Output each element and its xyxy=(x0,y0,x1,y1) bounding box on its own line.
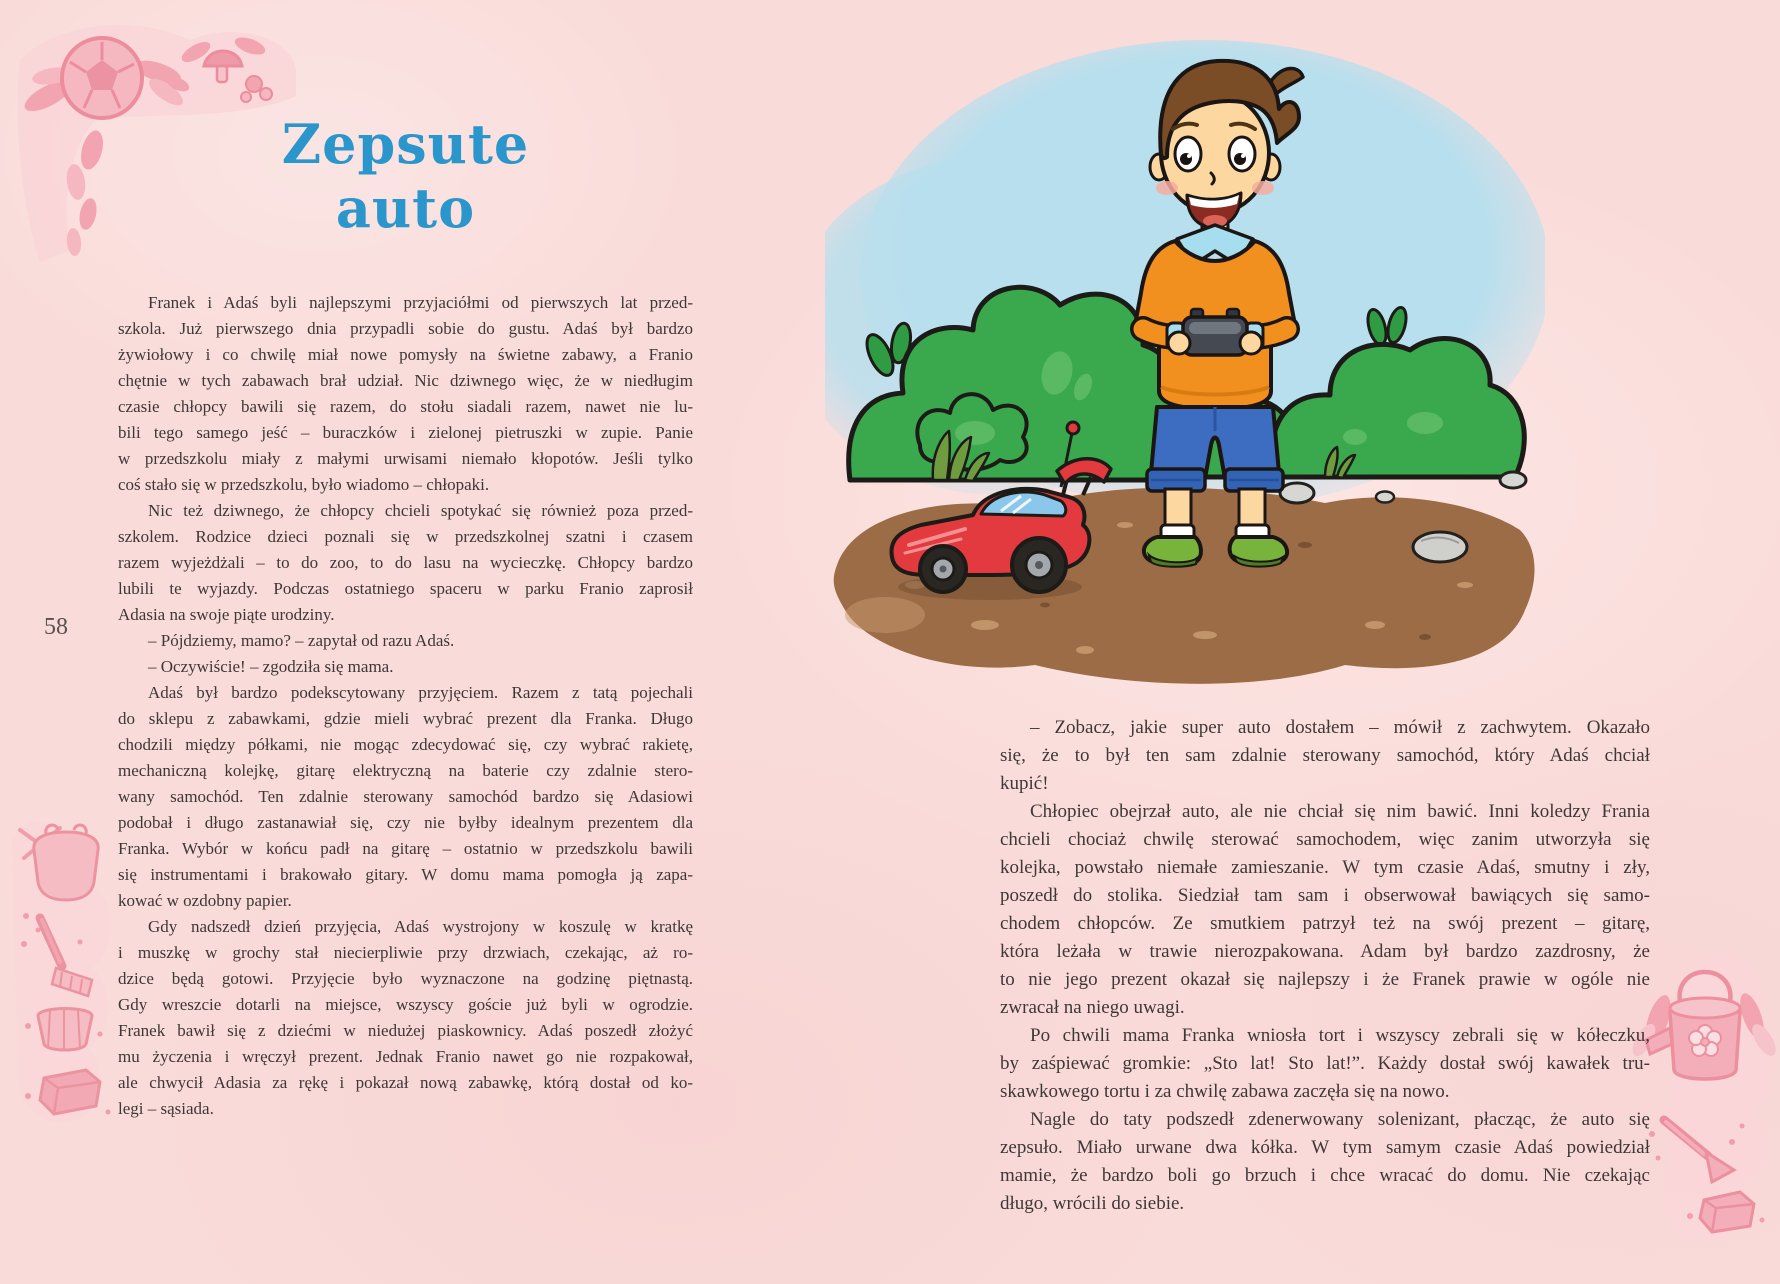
text-line: kolejka, powstało niemałe zamieszanie. W tym czasie Adaś, smutny i zły, xyxy=(1000,857,1650,878)
text-line: to nie jego prezent okazał się najlepszy i że Franek prawie w ogóle nie xyxy=(1000,969,1650,990)
text-line: Franek i Adaś byli najlepszymi przyjaciółmi od pierwszych lat przed- xyxy=(148,293,693,312)
boy-leg xyxy=(1239,489,1265,529)
text-line: i muszkę w grochy stał niecierpliwie przy drzwiach, czekając, aż ro- xyxy=(118,943,693,962)
text-line: wany samochód. Ten zdalnie sterowany samochód bardzo się Adasiowi xyxy=(118,787,693,806)
text-line: do sklepu z zabawkami, gdzie mieli wybrać prezent dla Franka. Długo xyxy=(118,709,693,728)
remote-control xyxy=(1183,309,1247,355)
text-line: coś stało się w przedszkolu, było wiadomo – chłopaki. xyxy=(118,475,490,494)
text-line: mu życzenia i wręczył prezent. Jednak Franio nawet go nie rozpakował, xyxy=(118,1047,693,1066)
text-line: mechaniczną kolejkę, gitarę elektryczną na baterie czy zdalnie stero- xyxy=(118,761,693,780)
story-title xyxy=(118,112,693,240)
text-line: szkolem. Rodzice dzieci poznali się w przedszkolnej szatni i czasem xyxy=(118,527,693,546)
paragraph xyxy=(1000,1022,1650,1106)
text-line: się, że to był ten sam zdalnie sterowany samochód, który Adaś chciał xyxy=(1000,745,1650,766)
paragraph xyxy=(1000,798,1650,1022)
text-line: Chłopiec obejrzał auto, ale nie chciał się nim bawić. Inni koledzy Frania xyxy=(1030,801,1650,822)
boy-leg xyxy=(1165,489,1191,529)
text-line: by zaśpiewać gromkie: „Sto lat! Sto lat!”. Każdy dostał swój kawałek tru- xyxy=(1000,1053,1650,1074)
text-line: Franka. Wybór w końcu padł na gitarę – ostatnio w przedszkolu bawili xyxy=(118,839,693,858)
text-line: mamie, że bardzo boli go brzuch i chce wracać do domu. Nie czekając xyxy=(1000,1165,1650,1186)
boy-blush xyxy=(1156,181,1178,195)
text-line: poszedł do stolika. Siedział tam sam i obserwował bawiących się samo- xyxy=(1000,885,1650,906)
text-line: chodzili między półkami, nie mogąc zdecydować się, czy wybrać rakietę, xyxy=(118,735,693,754)
paragraph xyxy=(118,680,693,914)
text-line: szkola. Już pierwszego dnia przypadli sobie do gustu. Adaś był bardzo xyxy=(118,319,693,338)
text-line: się instrumentami i brakowało gitary. W domu mama pomogła ją zapa- xyxy=(118,865,693,884)
text-line: Gdy nadszedł dzień przyjęcia, Adaś wystrojony w koszulę w kratkę xyxy=(148,917,693,936)
text-line: Adaś był bardzo podekscytowany przyjęciem. Razem z tatą pojechali xyxy=(148,683,693,702)
text-line: Franek bawił się z dziećmi w niedużej piaskownicy. Adaś poszedł złożyć xyxy=(118,1021,693,1040)
text-line: zepsuło. Miało urwane dwa kółka. W tym samym czasie Adaś powiedział xyxy=(1000,1137,1650,1158)
text-line: legi – sąsiada. xyxy=(118,1099,214,1118)
story-title-line1: Zepsute xyxy=(281,112,530,176)
text-line: – Zobacz, jakie super auto dostałem – mówił z zachwytem. Okazało xyxy=(1030,717,1650,738)
text-line: Nagle do taty podszedł zdenerwowany solenizant, płacząc, że auto się xyxy=(1030,1109,1650,1130)
text-line: – Pójdziemy, mamo? – zapytał od razu Adaś. xyxy=(148,631,455,650)
right-page-text xyxy=(1000,714,1650,1218)
text-line: w przedszkolu miały z małymi urwisami niemało kłopotów. Jeśli tylko xyxy=(118,449,693,468)
boy-hand xyxy=(1240,332,1262,354)
text-line: Po chwili mama Franka wniosła tort i wszyscy zebrali się w kółeczku, xyxy=(1030,1025,1650,1046)
paragraph xyxy=(118,914,693,1122)
text-line: chcieli chociaż chwilę sterować samochodem, więc zanim utworzyła się xyxy=(1000,829,1650,850)
text-line: zwracał na niego uwagi. xyxy=(1000,997,1185,1018)
left-page-text xyxy=(118,290,693,1122)
text-line: chodem chłopców. Ze smutkiem patrzył też na swój prezent – gitarę, xyxy=(1000,913,1650,934)
paragraph xyxy=(118,654,693,680)
text-line: – Oczywiście! – zgodziła się mama. xyxy=(148,657,394,676)
text-line: lubili te wyjazdy. Podczas ostatniego spaceru w parku Franio zaprosił xyxy=(118,579,693,598)
paragraph xyxy=(1000,1106,1650,1218)
text-line: skawkowego tortu i za chwilę zabawa zaczęła się na nowo. xyxy=(1000,1081,1450,1102)
text-line: ale chwycił Adasia za rękę i pokazał nową zabawkę, którą dostał od ko- xyxy=(118,1073,693,1092)
paragraph xyxy=(118,498,693,628)
text-line: chętnie w tych zabawach brał udział. Nic dziwnego więc, że w niedługim xyxy=(118,371,693,390)
text-line: która leżała w trawie nierozpakowana. Adam był bardzo zazdrosny, że xyxy=(1000,941,1650,962)
text-line: Adasia na swoje piąte urodziny. xyxy=(118,605,335,624)
text-line: Gdy wreszcie dotarli na miejsce, wszyscy goście już byli w ogrodzie. xyxy=(118,995,693,1014)
story-illustration xyxy=(825,25,1545,685)
text-line: żywiołowy i co chwilę miał nowe pomysły na świetne zabawy, a Franio xyxy=(118,345,693,364)
paragraph xyxy=(118,628,693,654)
text-line: czasie chłopcy bawili się razem, do stołu siadali razem, nawet nie lu- xyxy=(118,397,693,416)
page-number: 58 xyxy=(44,614,68,640)
story-title-line2: auto xyxy=(335,176,476,240)
paragraph xyxy=(1000,714,1650,798)
text-line: bili tego samego jeść – buraczków i zielonej pietruszki w zupie. Panie xyxy=(118,423,693,442)
text-line: kować w ozdobny papier. xyxy=(118,891,292,910)
text-line: podobał i długo zastanawiał się, czy nie byłby idealnym prezentem dla xyxy=(118,813,693,832)
text-line: Nic też dziwnego, że chłopcy chcieli spotykać się również poza przed- xyxy=(148,501,693,520)
boy-blush xyxy=(1252,181,1274,195)
text-line: razem wyjeżdżali – to do zoo, to do lasu na wycieczkę. Chłopcy bardzo xyxy=(118,553,693,572)
paragraph xyxy=(118,290,693,498)
boy-hand xyxy=(1168,332,1190,354)
text-line: długo, wrócili do siebie. xyxy=(1000,1193,1185,1214)
text-line: dzice będą gotowi. Przyjęcie było wyznaczone na godzinę piętnastą. xyxy=(118,969,693,988)
text-line: kupić! xyxy=(1000,773,1049,794)
